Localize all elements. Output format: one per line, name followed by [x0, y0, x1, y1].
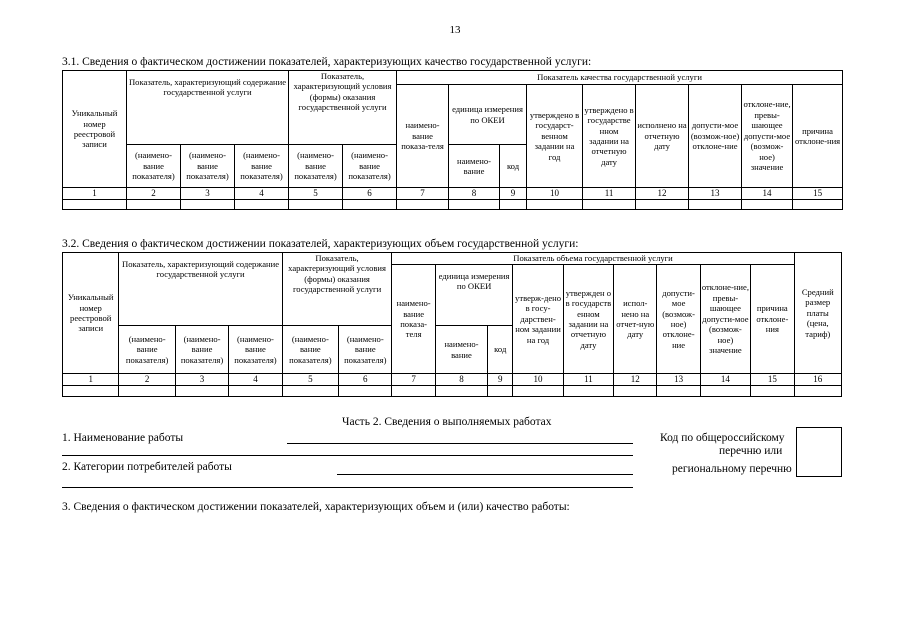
header-indicator-name-sub: (наимено-вание показателя) — [181, 145, 235, 188]
column-number: 5 — [289, 188, 343, 200]
column-number: 12 — [636, 188, 689, 200]
header-indicator-name: наимено-вание показа-теля — [392, 265, 435, 374]
header-unit-code: код — [500, 145, 527, 188]
column-number: 9 — [500, 188, 527, 200]
table-row — [63, 385, 842, 396]
column-number: 1 — [63, 374, 119, 386]
header-indicator-name: наимено-вание показа-теля — [397, 85, 449, 188]
header-indicator-name-sub: (наимено-вание показателя) — [289, 145, 343, 188]
part-2-title: Часть 2. Сведения о выполняемых работах — [342, 416, 552, 428]
header-conditions-indicator: Показатель, характеризующий условия (формы) оказания государственной услуги — [289, 71, 397, 145]
column-number: 9 — [488, 374, 513, 386]
column-number: 6 — [343, 188, 397, 200]
page-number: 13 — [449, 24, 461, 36]
column-number: 3 — [175, 374, 228, 386]
header-volume-indicator: Показатель объема государственной услуги — [392, 253, 794, 265]
column-number: 12 — [614, 374, 657, 386]
work-name-line-2 — [62, 455, 633, 456]
header-unit-name: наимено-вание — [449, 145, 500, 188]
column-number: 4 — [235, 188, 289, 200]
header-executed: исполнено на отчетную дату — [636, 85, 689, 188]
table-row — [63, 199, 843, 209]
column-number: 14 — [700, 374, 750, 386]
header-unit-code: код — [488, 326, 513, 374]
consumers-label: 2. Категории потребителей работы — [62, 461, 232, 473]
header-unit-okei: единица измерения по ОКЕИ — [449, 85, 527, 145]
column-number: 5 — [282, 374, 338, 386]
code-label-line3: региональному перечню — [672, 463, 792, 475]
column-number: 11 — [583, 188, 636, 200]
header-exceeding-deviation: отклоне-ние, превы-шающее допусти-мое (возмож-ное) значение — [700, 265, 750, 374]
code-label-line2: перечню или — [719, 445, 783, 457]
header-unit-name: наимено-вание — [435, 326, 487, 374]
header-deviation-reason: причина отклоне-ния — [793, 85, 843, 188]
header-indicator-name-sub: (наимено-вание показателя) — [282, 326, 338, 374]
header-indicator-name-sub: (наимено-вание показателя) — [235, 145, 289, 188]
header-average-price: Средний размер платы (цена, тариф) — [794, 253, 841, 374]
header-indicator-name-sub: (наимено-вание показателя) — [339, 326, 392, 374]
code-label-line1: Код по общероссийскому — [660, 432, 785, 444]
column-number: 11 — [563, 374, 613, 386]
column-number: 13 — [689, 188, 742, 200]
section-3-heading: 3. Сведения о фактическом достижении показателей, характеризующих объем и (или) качество работы: — [62, 501, 570, 513]
work-name-line — [287, 443, 633, 444]
consumers-line — [337, 474, 633, 475]
header-quality-indicator: Показатель качества государственной услуги — [397, 71, 843, 85]
header-approved-date: утверждено в государстве нном задании на отчетную дату — [583, 85, 636, 188]
header-allowed-deviation: допусти-мое (возмож-ное) отклоне-ние — [689, 85, 742, 188]
header-indicator-name-sub: (наимено-вание показателя) — [175, 326, 228, 374]
header-executed: испол-нено на отчет-ную дату — [614, 265, 657, 374]
column-number: 8 — [449, 188, 500, 200]
column-number: 10 — [513, 374, 563, 386]
column-number: 2 — [119, 374, 175, 386]
header-deviation-reason: причина отклоне-ния — [751, 265, 794, 374]
volume-indicators-table — [62, 252, 842, 397]
column-number: 1 — [63, 188, 127, 200]
column-number: 16 — [794, 374, 841, 386]
consumers-line-2 — [62, 487, 633, 488]
header-exceeding-deviation: отклоне-ние, превы-шающее допусти-мое (возмож-ное) значение — [742, 85, 793, 188]
code-box — [796, 427, 842, 477]
quality-indicators-table — [62, 70, 843, 210]
header-indicator-name-sub: (наимено-вание показателя) — [229, 326, 282, 374]
header-indicator-name-sub: (наимено-вание показателя) — [343, 145, 397, 188]
column-number: 15 — [793, 188, 843, 200]
header-indicator-name-sub: (наимено-вание показателя) — [119, 326, 175, 374]
column-number: 2 — [127, 188, 181, 200]
column-number: 7 — [392, 374, 435, 386]
section-3-2-heading: 3.2. Сведения о фактическом достижении показателей, характеризующих объем государственной услуги: — [62, 238, 579, 250]
column-number: 6 — [339, 374, 392, 386]
column-number: 8 — [435, 374, 487, 386]
column-number: 15 — [751, 374, 794, 386]
column-number: 4 — [229, 374, 282, 386]
section-3-1-heading: 3.1. Сведения о фактическом достижении показателей, характеризующих качество государственной услуги: — [62, 56, 592, 68]
header-indicator-name-sub: (наимено-вание показателя) — [127, 145, 181, 188]
header-approved-year: утверждено в государст-венном задании на год — [527, 85, 583, 188]
header-unique-number: Уникальный номер реестровой записи — [63, 71, 127, 188]
header-content-indicator: Показатель, характеризующий содержание государственной услуги — [127, 71, 289, 145]
column-number: 10 — [527, 188, 583, 200]
column-number: 14 — [742, 188, 793, 200]
header-unique-number: Уникальный номер реестровой записи — [63, 253, 119, 374]
header-approved-year: утверж-дено в госу-дарствен-ном задании на год — [513, 265, 563, 374]
column-number: 3 — [181, 188, 235, 200]
column-number: 7 — [397, 188, 449, 200]
header-conditions-indicator: Показатель, характеризующий условия (формы) оказания государственной услуги — [282, 253, 392, 326]
header-approved-date: утвержден о в государств енном задании на отчетную дату — [563, 265, 613, 374]
work-name-label: 1. Наименование работы — [62, 432, 184, 444]
header-content-indicator: Показатель, характеризующий содержание государственной услуги — [119, 253, 282, 326]
header-allowed-deviation: допусти-мое (возмож-ное) отклоне-ние — [657, 265, 700, 374]
column-number: 13 — [657, 374, 700, 386]
header-unit-okei: единица измерения по ОКЕИ — [435, 265, 513, 326]
